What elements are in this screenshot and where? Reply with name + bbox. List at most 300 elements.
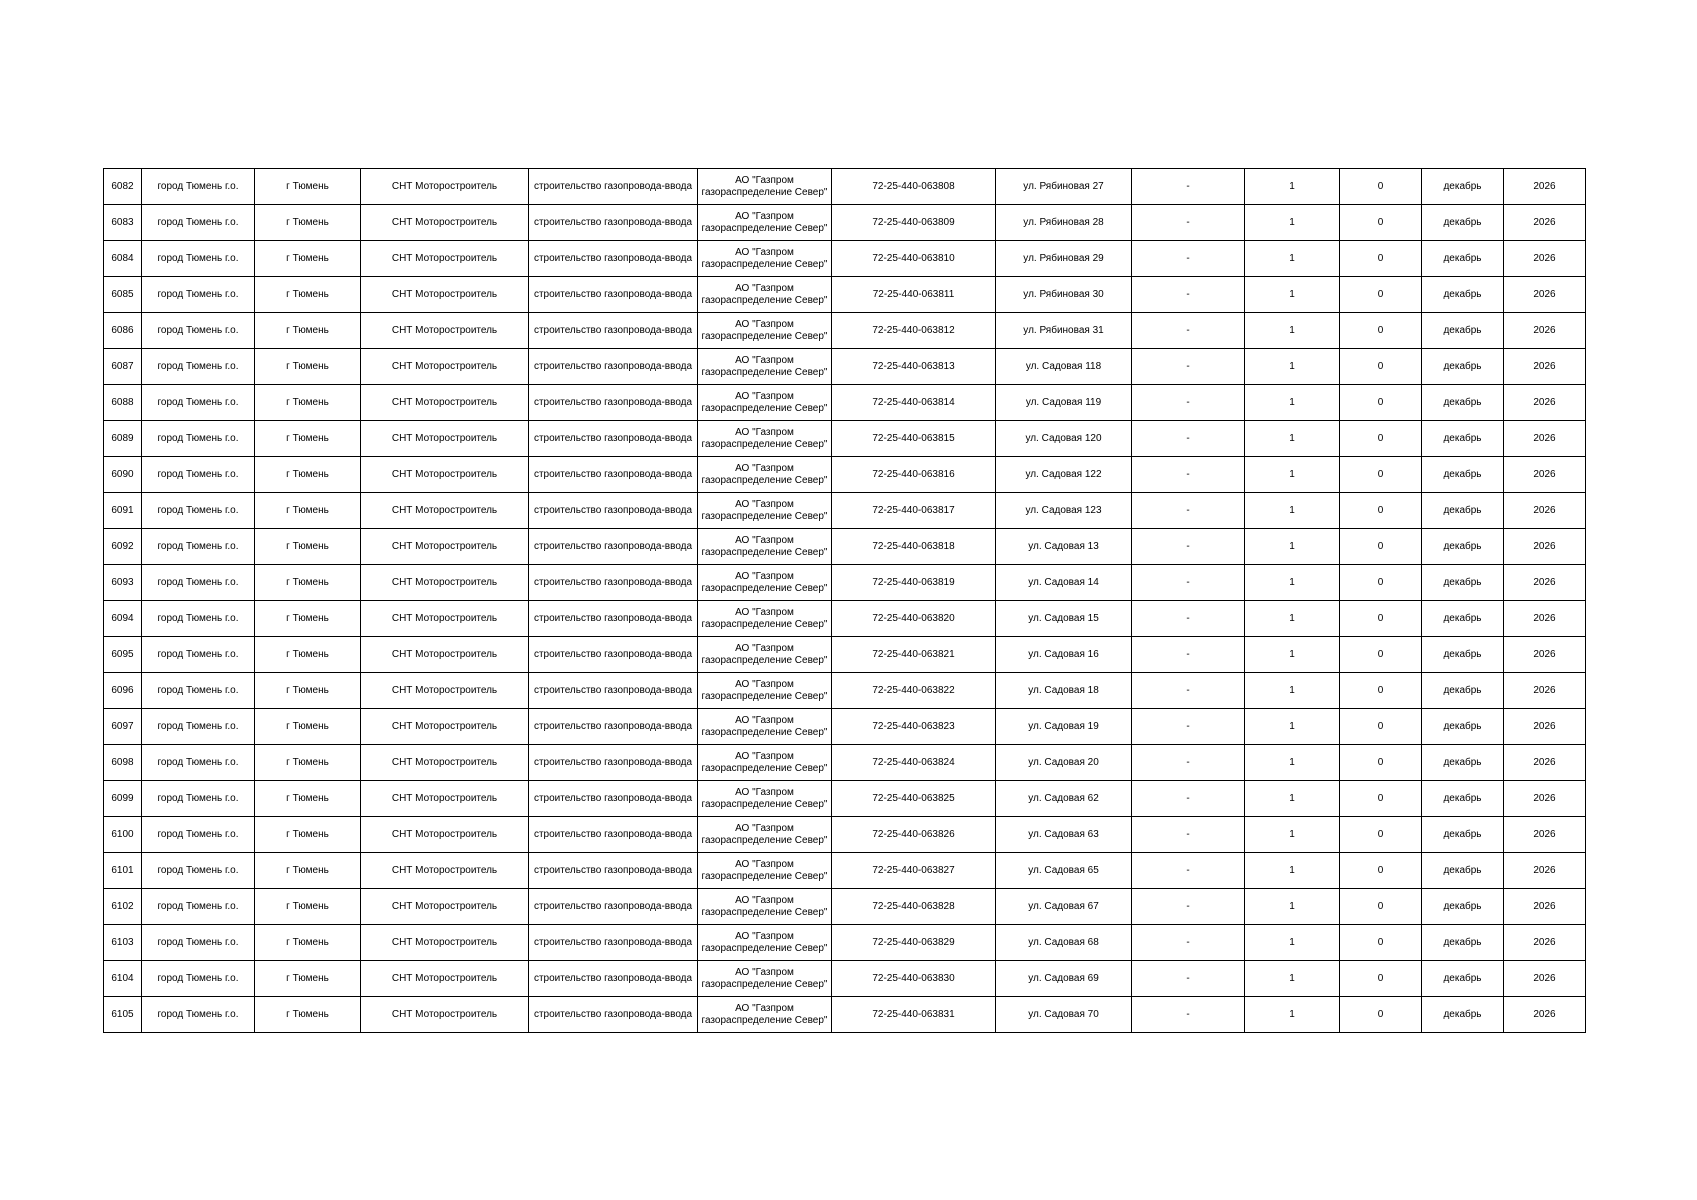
cell-quantity: 1 (1245, 385, 1340, 421)
cell-address: ул. Садовая 62 (996, 781, 1132, 817)
cell-snt: СНТ Моторостроитель (361, 349, 529, 385)
cell-locality: г Тюмень (255, 241, 361, 277)
cell-month: декабрь (1422, 313, 1504, 349)
cell-row-number: 6094 (104, 601, 142, 637)
cell-object-code: 72-25-440-063811 (832, 277, 996, 313)
table-body (104, 169, 1586, 1033)
cell-row-number: 6099 (104, 781, 142, 817)
cell-quantity: 1 (1245, 313, 1340, 349)
cell-dash: - (1132, 421, 1245, 457)
cell-row-number: 6087 (104, 349, 142, 385)
cell-zero-value: 0 (1340, 493, 1422, 529)
cell-month: декабрь (1422, 673, 1504, 709)
cell-dash: - (1132, 241, 1245, 277)
table-row (104, 889, 1586, 925)
cell-row-number: 6103 (104, 925, 142, 961)
cell-object-code: 72-25-440-063810 (832, 241, 996, 277)
cell-object-code: 72-25-440-063817 (832, 493, 996, 529)
cell-zero-value: 0 (1340, 349, 1422, 385)
cell-locality: г Тюмень (255, 601, 361, 637)
cell-dash: - (1132, 889, 1245, 925)
cell-object-code: 72-25-440-063814 (832, 385, 996, 421)
cell-municipality: город Тюмень г.о. (142, 457, 255, 493)
cell-locality: г Тюмень (255, 673, 361, 709)
cell-object-code: 72-25-440-063825 (832, 781, 996, 817)
cell-organization: АО "Газпром газораспределение Север" (698, 925, 832, 961)
cell-locality: г Тюмень (255, 961, 361, 997)
cell-month: декабрь (1422, 961, 1504, 997)
cell-snt: СНТ Моторостроитель (361, 205, 529, 241)
cell-snt: СНТ Моторостроитель (361, 781, 529, 817)
cell-work-type: строительство газопровода-ввода (529, 637, 698, 673)
cell-year: 2026 (1504, 169, 1586, 205)
cell-dash: - (1132, 601, 1245, 637)
table-row (104, 493, 1586, 529)
cell-dash: - (1132, 637, 1245, 673)
cell-month: декабрь (1422, 889, 1504, 925)
cell-municipality: город Тюмень г.о. (142, 565, 255, 601)
cell-row-number: 6105 (104, 997, 142, 1033)
cell-year: 2026 (1504, 601, 1586, 637)
cell-year: 2026 (1504, 313, 1586, 349)
cell-locality: г Тюмень (255, 745, 361, 781)
cell-locality: г Тюмень (255, 349, 361, 385)
cell-dash: - (1132, 529, 1245, 565)
cell-row-number: 6101 (104, 853, 142, 889)
cell-quantity: 1 (1245, 961, 1340, 997)
cell-snt: СНТ Моторостроитель (361, 565, 529, 601)
cell-zero-value: 0 (1340, 457, 1422, 493)
cell-row-number: 6090 (104, 457, 142, 493)
cell-dash: - (1132, 205, 1245, 241)
cell-organization: АО "Газпром газораспределение Север" (698, 457, 832, 493)
cell-row-number: 6085 (104, 277, 142, 313)
cell-snt: СНТ Моторостроитель (361, 853, 529, 889)
cell-work-type: строительство газопровода-ввода (529, 745, 698, 781)
cell-snt: СНТ Моторостроитель (361, 673, 529, 709)
cell-snt: СНТ Моторостроитель (361, 169, 529, 205)
cell-row-number: 6093 (104, 565, 142, 601)
cell-zero-value: 0 (1340, 997, 1422, 1033)
cell-organization: АО "Газпром газораспределение Север" (698, 277, 832, 313)
cell-address: ул. Садовая 14 (996, 565, 1132, 601)
table-row (104, 961, 1586, 997)
cell-row-number: 6104 (104, 961, 142, 997)
cell-year: 2026 (1504, 385, 1586, 421)
cell-snt: СНТ Моторостроитель (361, 457, 529, 493)
cell-work-type: строительство газопровода-ввода (529, 277, 698, 313)
cell-municipality: город Тюмень г.о. (142, 637, 255, 673)
cell-snt: СНТ Моторостроитель (361, 889, 529, 925)
cell-organization: АО "Газпром газораспределение Север" (698, 421, 832, 457)
cell-work-type: строительство газопровода-ввода (529, 673, 698, 709)
cell-municipality: город Тюмень г.о. (142, 889, 255, 925)
cell-object-code: 72-25-440-063821 (832, 637, 996, 673)
cell-locality: г Тюмень (255, 277, 361, 313)
cell-row-number: 6091 (104, 493, 142, 529)
cell-month: декабрь (1422, 529, 1504, 565)
cell-work-type: строительство газопровода-ввода (529, 529, 698, 565)
cell-quantity: 1 (1245, 601, 1340, 637)
cell-year: 2026 (1504, 565, 1586, 601)
cell-quantity: 1 (1245, 349, 1340, 385)
cell-zero-value: 0 (1340, 889, 1422, 925)
cell-dash: - (1132, 961, 1245, 997)
cell-dash: - (1132, 673, 1245, 709)
table-row (104, 349, 1586, 385)
cell-dash: - (1132, 997, 1245, 1033)
cell-quantity: 1 (1245, 745, 1340, 781)
table-row (104, 205, 1586, 241)
cell-row-number: 6102 (104, 889, 142, 925)
cell-dash: - (1132, 169, 1245, 205)
cell-work-type: строительство газопровода-ввода (529, 421, 698, 457)
cell-row-number: 6098 (104, 745, 142, 781)
cell-address: ул. Садовая 18 (996, 673, 1132, 709)
cell-zero-value: 0 (1340, 601, 1422, 637)
cell-year: 2026 (1504, 529, 1586, 565)
cell-object-code: 72-25-440-063816 (832, 457, 996, 493)
cell-zero-value: 0 (1340, 817, 1422, 853)
cell-work-type: строительство газопровода-ввода (529, 205, 698, 241)
cell-work-type: строительство газопровода-ввода (529, 889, 698, 925)
cell-work-type: строительство газопровода-ввода (529, 565, 698, 601)
cell-municipality: город Тюмень г.о. (142, 169, 255, 205)
cell-dash: - (1132, 277, 1245, 313)
cell-year: 2026 (1504, 997, 1586, 1033)
cell-month: декабрь (1422, 781, 1504, 817)
cell-zero-value: 0 (1340, 781, 1422, 817)
cell-month: декабрь (1422, 925, 1504, 961)
cell-organization: АО "Газпром газораспределение Север" (698, 637, 832, 673)
cell-locality: г Тюмень (255, 997, 361, 1033)
cell-work-type: строительство газопровода-ввода (529, 313, 698, 349)
cell-object-code: 72-25-440-063824 (832, 745, 996, 781)
cell-year: 2026 (1504, 889, 1586, 925)
cell-month: декабрь (1422, 457, 1504, 493)
cell-address: ул. Рябиновая 31 (996, 313, 1132, 349)
cell-locality: г Тюмень (255, 817, 361, 853)
cell-dash: - (1132, 457, 1245, 493)
cell-year: 2026 (1504, 709, 1586, 745)
cell-locality: г Тюмень (255, 889, 361, 925)
cell-month: декабрь (1422, 385, 1504, 421)
cell-snt: СНТ Моторостроитель (361, 745, 529, 781)
cell-object-code: 72-25-440-063820 (832, 601, 996, 637)
cell-locality: г Тюмень (255, 529, 361, 565)
table-row (104, 925, 1586, 961)
cell-address: ул. Садовая 120 (996, 421, 1132, 457)
cell-year: 2026 (1504, 925, 1586, 961)
cell-work-type: строительство газопровода-ввода (529, 601, 698, 637)
cell-locality: г Тюмень (255, 493, 361, 529)
cell-row-number: 6084 (104, 241, 142, 277)
cell-zero-value: 0 (1340, 565, 1422, 601)
cell-zero-value: 0 (1340, 313, 1422, 349)
cell-address: ул. Садовая 19 (996, 709, 1132, 745)
cell-organization: АО "Газпром газораспределение Север" (698, 997, 832, 1033)
cell-municipality: город Тюмень г.о. (142, 313, 255, 349)
cell-object-code: 72-25-440-063826 (832, 817, 996, 853)
cell-quantity: 1 (1245, 781, 1340, 817)
cell-quantity: 1 (1245, 925, 1340, 961)
cell-snt: СНТ Моторостроитель (361, 925, 529, 961)
cell-year: 2026 (1504, 421, 1586, 457)
table-row (104, 709, 1586, 745)
cell-zero-value: 0 (1340, 961, 1422, 997)
cell-month: декабрь (1422, 709, 1504, 745)
cell-locality: г Тюмень (255, 781, 361, 817)
cell-object-code: 72-25-440-063813 (832, 349, 996, 385)
cell-row-number: 6082 (104, 169, 142, 205)
cell-year: 2026 (1504, 493, 1586, 529)
cell-zero-value: 0 (1340, 673, 1422, 709)
cell-organization: АО "Газпром газораспределение Север" (698, 817, 832, 853)
cell-municipality: город Тюмень г.о. (142, 277, 255, 313)
cell-municipality: город Тюмень г.о. (142, 817, 255, 853)
cell-municipality: город Тюмень г.о. (142, 601, 255, 637)
cell-dash: - (1132, 385, 1245, 421)
cell-organization: АО "Газпром газораспределение Север" (698, 961, 832, 997)
cell-quantity: 1 (1245, 853, 1340, 889)
cell-zero-value: 0 (1340, 709, 1422, 745)
cell-month: декабрь (1422, 817, 1504, 853)
cell-object-code: 72-25-440-063818 (832, 529, 996, 565)
cell-organization: АО "Газпром газораспределение Север" (698, 781, 832, 817)
cell-object-code: 72-25-440-063828 (832, 889, 996, 925)
table-row (104, 529, 1586, 565)
cell-row-number: 6089 (104, 421, 142, 457)
cell-snt: СНТ Моторостроитель (361, 277, 529, 313)
table-row (104, 385, 1586, 421)
cell-work-type: строительство газопровода-ввода (529, 169, 698, 205)
table-row (104, 421, 1586, 457)
cell-quantity: 1 (1245, 817, 1340, 853)
cell-quantity: 1 (1245, 205, 1340, 241)
cell-zero-value: 0 (1340, 853, 1422, 889)
cell-month: декабрь (1422, 745, 1504, 781)
cell-zero-value: 0 (1340, 529, 1422, 565)
cell-object-code: 72-25-440-063822 (832, 673, 996, 709)
cell-work-type: строительство газопровода-ввода (529, 457, 698, 493)
cell-organization: АО "Газпром газораспределение Север" (698, 493, 832, 529)
gasification-schedule-table (103, 168, 1586, 1033)
cell-row-number: 6096 (104, 673, 142, 709)
cell-locality: г Тюмень (255, 637, 361, 673)
cell-work-type: строительство газопровода-ввода (529, 817, 698, 853)
cell-object-code: 72-25-440-063827 (832, 853, 996, 889)
cell-year: 2026 (1504, 817, 1586, 853)
cell-zero-value: 0 (1340, 205, 1422, 241)
cell-municipality: город Тюмень г.о. (142, 205, 255, 241)
cell-quantity: 1 (1245, 277, 1340, 313)
cell-row-number: 6083 (104, 205, 142, 241)
cell-month: декабрь (1422, 997, 1504, 1033)
cell-quantity: 1 (1245, 457, 1340, 493)
cell-year: 2026 (1504, 745, 1586, 781)
cell-object-code: 72-25-440-063831 (832, 997, 996, 1033)
cell-locality: г Тюмень (255, 709, 361, 745)
table-row (104, 781, 1586, 817)
cell-object-code: 72-25-440-063809 (832, 205, 996, 241)
table-row (104, 601, 1586, 637)
cell-address: ул. Рябиновая 27 (996, 169, 1132, 205)
cell-year: 2026 (1504, 457, 1586, 493)
cell-object-code: 72-25-440-063830 (832, 961, 996, 997)
cell-dash: - (1132, 817, 1245, 853)
table-row (104, 817, 1586, 853)
cell-locality: г Тюмень (255, 925, 361, 961)
cell-quantity: 1 (1245, 241, 1340, 277)
cell-year: 2026 (1504, 961, 1586, 997)
cell-address: ул. Садовая 69 (996, 961, 1132, 997)
table-row (104, 313, 1586, 349)
cell-work-type: строительство газопровода-ввода (529, 349, 698, 385)
cell-work-type: строительство газопровода-ввода (529, 385, 698, 421)
cell-object-code: 72-25-440-063819 (832, 565, 996, 601)
cell-work-type: строительство газопровода-ввода (529, 709, 698, 745)
table-row (104, 997, 1586, 1033)
cell-row-number: 6095 (104, 637, 142, 673)
cell-municipality: город Тюмень г.о. (142, 997, 255, 1033)
table-row (104, 565, 1586, 601)
cell-object-code: 72-25-440-063823 (832, 709, 996, 745)
cell-organization: АО "Газпром газораспределение Север" (698, 241, 832, 277)
cell-organization: АО "Газпром газораспределение Север" (698, 709, 832, 745)
table-row (104, 673, 1586, 709)
cell-work-type: строительство газопровода-ввода (529, 853, 698, 889)
cell-quantity: 1 (1245, 529, 1340, 565)
cell-quantity: 1 (1245, 169, 1340, 205)
cell-snt: СНТ Моторостроитель (361, 313, 529, 349)
cell-municipality: город Тюмень г.о. (142, 709, 255, 745)
cell-municipality: город Тюмень г.о. (142, 961, 255, 997)
cell-row-number: 6092 (104, 529, 142, 565)
cell-snt: СНТ Моторостроитель (361, 493, 529, 529)
cell-zero-value: 0 (1340, 169, 1422, 205)
cell-municipality: город Тюмень г.о. (142, 241, 255, 277)
cell-year: 2026 (1504, 637, 1586, 673)
cell-address: ул. Садовая 15 (996, 601, 1132, 637)
cell-year: 2026 (1504, 349, 1586, 385)
cell-zero-value: 0 (1340, 385, 1422, 421)
cell-municipality: город Тюмень г.о. (142, 925, 255, 961)
cell-dash: - (1132, 493, 1245, 529)
cell-dash: - (1132, 349, 1245, 385)
cell-address: ул. Садовая 65 (996, 853, 1132, 889)
cell-snt: СНТ Моторостроитель (361, 709, 529, 745)
cell-zero-value: 0 (1340, 925, 1422, 961)
cell-work-type: строительство газопровода-ввода (529, 997, 698, 1033)
cell-organization: АО "Газпром газораспределение Север" (698, 889, 832, 925)
cell-address: ул. Садовая 20 (996, 745, 1132, 781)
cell-work-type: строительство газопровода-ввода (529, 241, 698, 277)
table-row (104, 457, 1586, 493)
cell-municipality: город Тюмень г.о. (142, 493, 255, 529)
cell-month: декабрь (1422, 349, 1504, 385)
cell-year: 2026 (1504, 241, 1586, 277)
cell-address: ул. Садовая 123 (996, 493, 1132, 529)
cell-work-type: строительство газопровода-ввода (529, 781, 698, 817)
cell-zero-value: 0 (1340, 421, 1422, 457)
cell-row-number: 6097 (104, 709, 142, 745)
cell-work-type: строительство газопровода-ввода (529, 961, 698, 997)
cell-address: ул. Садовая 119 (996, 385, 1132, 421)
cell-work-type: строительство газопровода-ввода (529, 493, 698, 529)
cell-snt: СНТ Моторостроитель (361, 601, 529, 637)
cell-organization: АО "Газпром газораспределение Север" (698, 385, 832, 421)
cell-municipality: город Тюмень г.о. (142, 421, 255, 457)
cell-snt: СНТ Моторостроитель (361, 241, 529, 277)
cell-quantity: 1 (1245, 709, 1340, 745)
cell-locality: г Тюмень (255, 565, 361, 601)
cell-month: декабрь (1422, 565, 1504, 601)
cell-address: ул. Садовая 122 (996, 457, 1132, 493)
cell-address: ул. Садовая 68 (996, 925, 1132, 961)
cell-month: декабрь (1422, 169, 1504, 205)
cell-zero-value: 0 (1340, 241, 1422, 277)
cell-year: 2026 (1504, 277, 1586, 313)
cell-address: ул. Садовая 16 (996, 637, 1132, 673)
cell-address: ул. Садовая 63 (996, 817, 1132, 853)
cell-snt: СНТ Моторостроитель (361, 421, 529, 457)
cell-year: 2026 (1504, 853, 1586, 889)
cell-snt: СНТ Моторостроитель (361, 817, 529, 853)
cell-object-code: 72-25-440-063815 (832, 421, 996, 457)
cell-address: ул. Рябиновая 28 (996, 205, 1132, 241)
cell-quantity: 1 (1245, 637, 1340, 673)
cell-row-number: 6100 (104, 817, 142, 853)
cell-dash: - (1132, 853, 1245, 889)
cell-year: 2026 (1504, 205, 1586, 241)
cell-municipality: город Тюмень г.о. (142, 349, 255, 385)
cell-organization: АО "Газпром газораспределение Север" (698, 349, 832, 385)
cell-zero-value: 0 (1340, 277, 1422, 313)
cell-month: декабрь (1422, 637, 1504, 673)
cell-municipality: город Тюмень г.о. (142, 529, 255, 565)
cell-month: декабрь (1422, 601, 1504, 637)
cell-locality: г Тюмень (255, 205, 361, 241)
cell-snt: СНТ Моторостроитель (361, 529, 529, 565)
cell-snt: СНТ Моторостроитель (361, 997, 529, 1033)
cell-municipality: город Тюмень г.о. (142, 673, 255, 709)
cell-zero-value: 0 (1340, 637, 1422, 673)
cell-organization: АО "Газпром газораспределение Север" (698, 313, 832, 349)
cell-zero-value: 0 (1340, 745, 1422, 781)
cell-month: декабрь (1422, 205, 1504, 241)
cell-municipality: город Тюмень г.о. (142, 745, 255, 781)
cell-month: декабрь (1422, 241, 1504, 277)
table-row (104, 277, 1586, 313)
cell-address: ул. Рябиновая 29 (996, 241, 1132, 277)
cell-snt: СНТ Моторостроитель (361, 961, 529, 997)
cell-quantity: 1 (1245, 421, 1340, 457)
cell-year: 2026 (1504, 781, 1586, 817)
table-row (104, 745, 1586, 781)
cell-organization: АО "Газпром газораспределение Север" (698, 529, 832, 565)
cell-object-code: 72-25-440-063808 (832, 169, 996, 205)
table-row (104, 853, 1586, 889)
cell-dash: - (1132, 565, 1245, 601)
cell-dash: - (1132, 781, 1245, 817)
cell-organization: АО "Газпром газораспределение Север" (698, 601, 832, 637)
cell-organization: АО "Газпром газораспределение Север" (698, 169, 832, 205)
cell-quantity: 1 (1245, 673, 1340, 709)
cell-quantity: 1 (1245, 565, 1340, 601)
cell-address: ул. Садовая 13 (996, 529, 1132, 565)
cell-month: декабрь (1422, 853, 1504, 889)
cell-month: декабрь (1422, 277, 1504, 313)
